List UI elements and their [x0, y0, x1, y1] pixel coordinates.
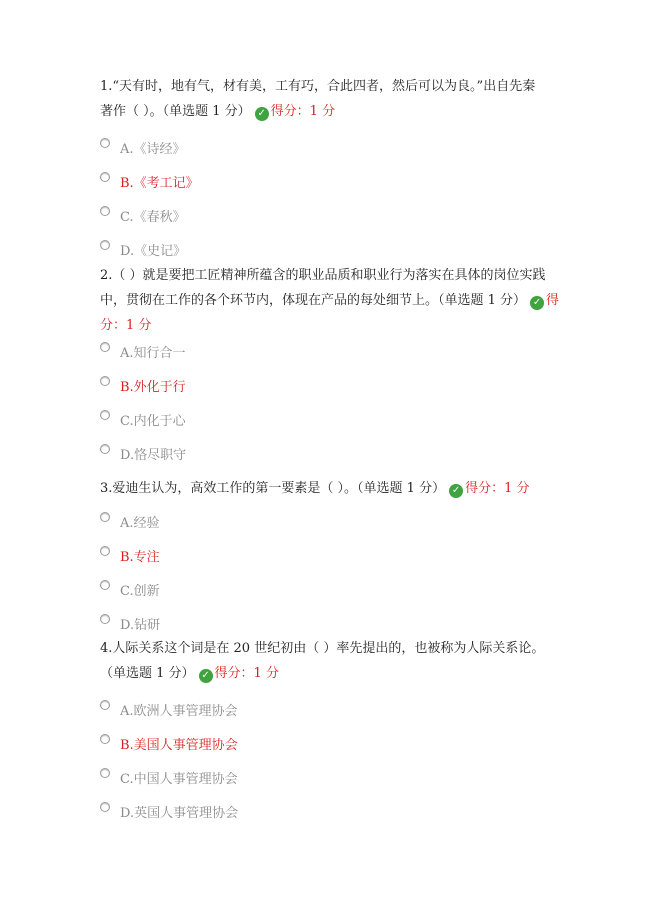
check-icon: ✓ [530, 296, 544, 310]
question-4-line-2-text: （单选题 1 分） [100, 666, 195, 681]
radio-icon[interactable] [100, 410, 110, 420]
option-label: D.恪尽职守 [120, 448, 187, 463]
question-1-line-1: 1.“天有时，地有气，材有美，工有巧，合此四者，然后可以为良。”出自先秦 [100, 79, 536, 94]
question-3-score: 得分：1 分 [465, 481, 530, 496]
option-label: C.创新 [120, 584, 160, 599]
option-label: A.知行合一 [120, 346, 186, 361]
radio-icon[interactable] [100, 802, 110, 812]
option-label: D.钻研 [120, 618, 161, 633]
question-3-line-1-text: 3.爱迪生认为，高效工作的第一要素是（ ）。（单选题 1 分） [100, 481, 446, 496]
question-1-line-2 [100, 99, 560, 124]
radio-icon[interactable] [100, 138, 110, 148]
question-2-line-1: 2.（ ）就是要把工匠精神所蕴含的职业品质和职业行为落实在具体的岗位实践 [100, 268, 546, 283]
option-label: D.《史记》 [120, 244, 187, 259]
question-2-score-part-1: 得 [546, 293, 560, 308]
option-label: B.《考工记》 [120, 176, 199, 191]
radio-icon[interactable] [100, 700, 110, 710]
question-2-score-part-2: 分：1 分 [100, 318, 152, 333]
option-label: A.《诗经》 [120, 142, 186, 157]
question-4-score: 得分：1 分 [214, 666, 279, 681]
radio-icon[interactable] [100, 580, 110, 590]
radio-icon[interactable] [100, 614, 110, 624]
question-4-text [100, 636, 560, 686]
question-2-text [100, 263, 560, 338]
radio-icon[interactable] [100, 512, 110, 522]
radio-icon[interactable] [100, 376, 110, 386]
option-label: A.欧洲人事管理协会 [120, 704, 238, 719]
option-label: B.美国人事管理协会 [120, 738, 238, 753]
question-2-line-2 [100, 288, 560, 313]
question-2-line-2-text: 中，贯彻在工作的各个环节内，体现在产品的每处细节上。（单选题 1 分） [100, 293, 527, 308]
question-4-line-1: 4.人际关系这个词是在 20 世纪初由（ ）率先提出的，也被称为人际关系论。 [100, 641, 545, 656]
question-3-text [100, 476, 560, 501]
radio-icon[interactable] [100, 240, 110, 250]
question-1-score: 得分：1 分 [270, 104, 336, 119]
check-icon: ✓ [199, 669, 213, 683]
question-1-text [100, 74, 560, 124]
option-label: B.外化于行 [120, 380, 186, 395]
radio-icon[interactable] [100, 546, 110, 556]
option-label: D.英国人事管理协会 [120, 806, 239, 821]
question-1-line-2-text: 著作（ ）。（单选题 1 分） [100, 104, 251, 119]
radio-icon[interactable] [100, 172, 110, 182]
option-label: C.内化于心 [120, 414, 186, 429]
option-label: C.中国人事管理协会 [120, 772, 238, 787]
radio-icon[interactable] [100, 768, 110, 778]
option-label: B.专注 [120, 550, 160, 565]
option-label: C.《春秋》 [120, 210, 186, 225]
radio-icon[interactable] [100, 206, 110, 216]
option-label: A.经验 [120, 516, 160, 531]
question-3-line-1 [100, 476, 560, 501]
question-4-line-2 [100, 661, 560, 686]
check-icon: ✓ [255, 107, 269, 121]
radio-icon[interactable] [100, 444, 110, 454]
radio-icon[interactable] [100, 342, 110, 352]
check-icon: ✓ [449, 484, 463, 498]
radio-icon[interactable] [100, 734, 110, 744]
